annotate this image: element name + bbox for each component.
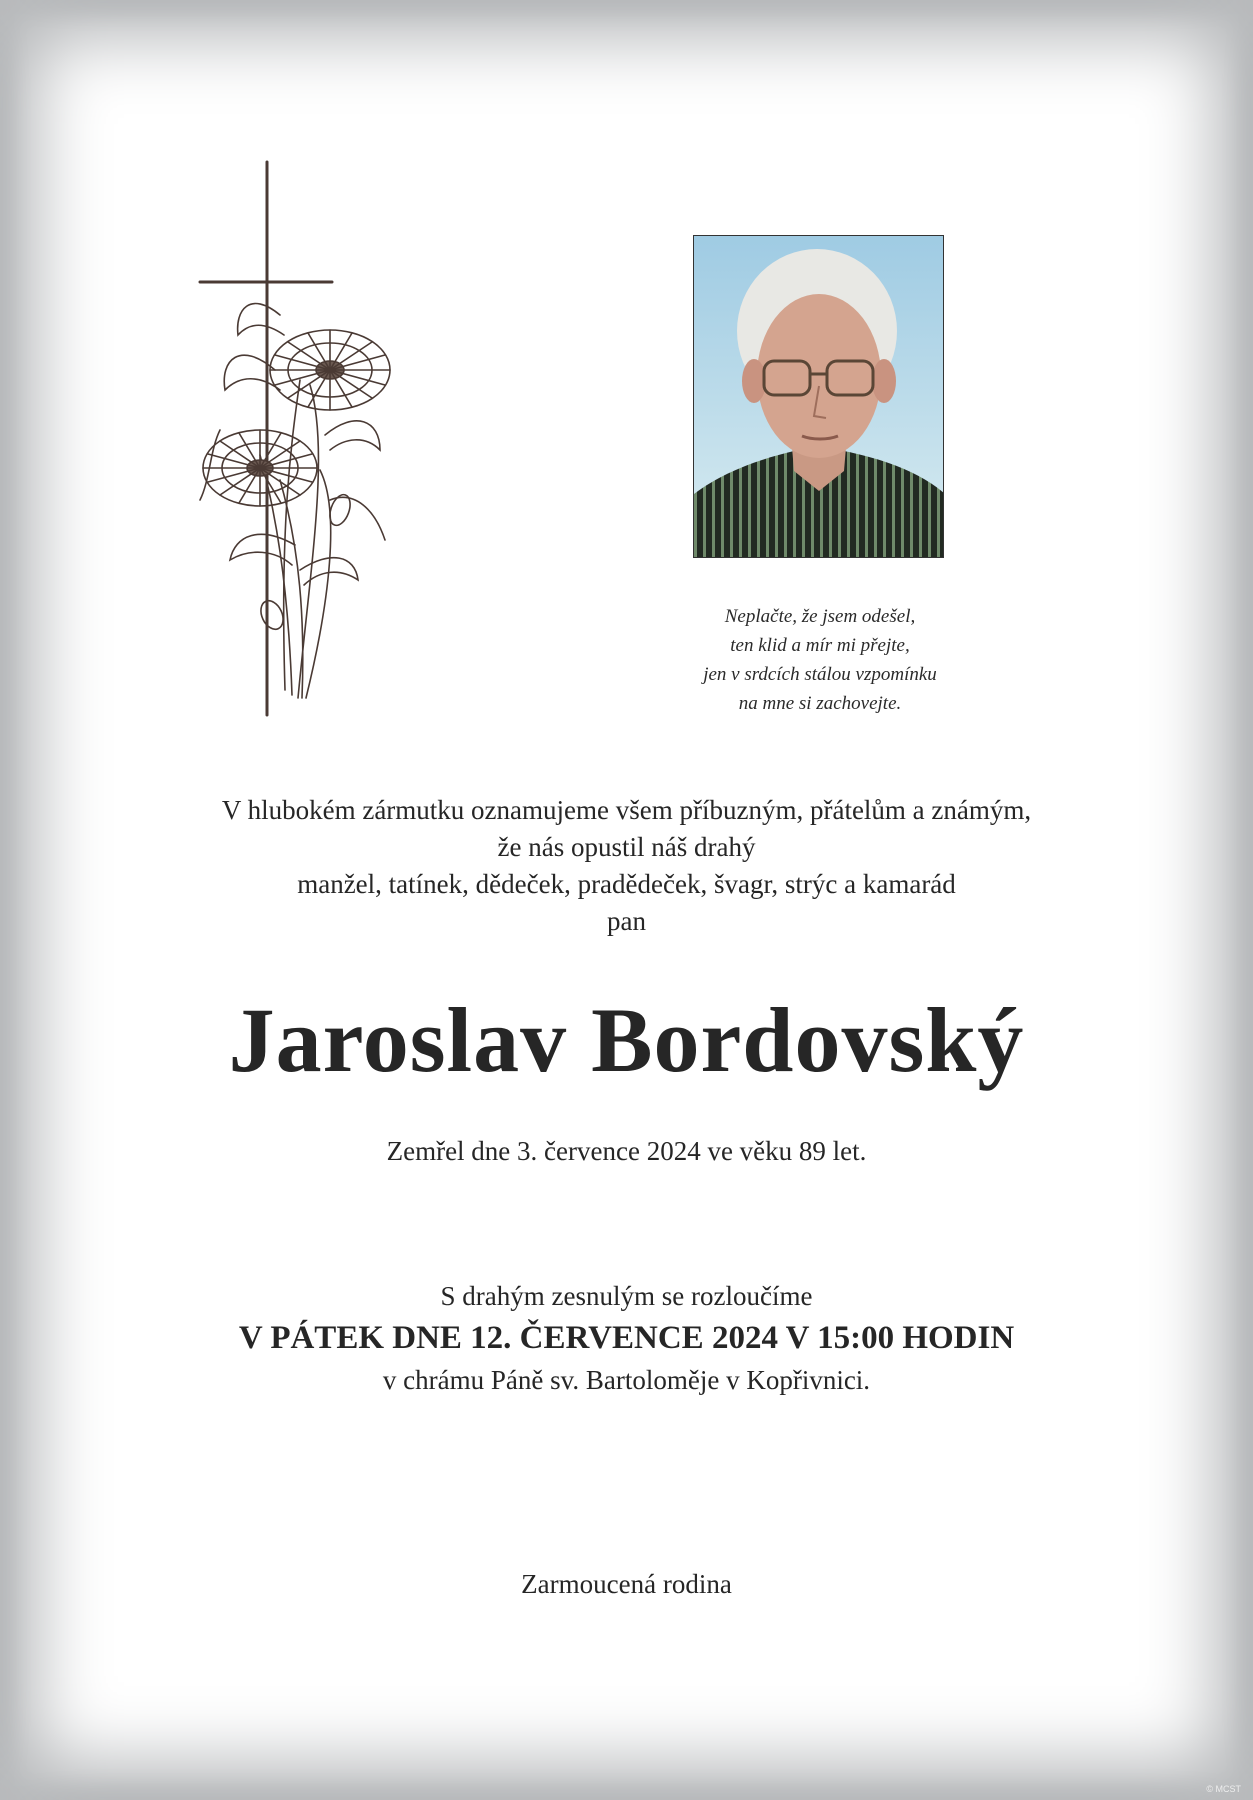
- death-info: Zemřel dne 3. července 2024 ve věku 89 let.: [386, 1136, 867, 1166]
- cross-with-flowers-icon: [180, 150, 440, 730]
- poem-line: jen v srdcích stálou vzpomínku: [703, 664, 937, 685]
- deceased-name: Jaroslav Bordovský: [228, 989, 1025, 1091]
- poem-line: Neplačte, že jsem odešel,: [724, 606, 916, 627]
- funeral-datetime: V PÁTEK DNE 12. ČERVENCE 2024 V 15:00 HODIN: [238, 1320, 1015, 1356]
- poem-line: na mne si zachovejte.: [738, 693, 902, 714]
- poem-line: ten klid a mír mi přejte,: [730, 635, 910, 656]
- watermark: © MCST: [1206, 1784, 1241, 1794]
- announcement-text: [100, 792, 1153, 940]
- announcement-line: V hlubokém zármutku oznamujeme všem příbuzným, přátelům a známým,: [221, 795, 1032, 825]
- funeral-info: [60, 1277, 1193, 1399]
- announcement-line: že nás opustil náš drahý: [497, 832, 756, 862]
- funeral-place: v chrámu Páně sv. Bartoloměje v Kopřivnici.: [382, 1365, 871, 1395]
- portrait-photo: [693, 235, 944, 558]
- announcement-line: pan: [607, 906, 646, 936]
- memorial-poem: [620, 602, 1020, 718]
- funeral-intro: S drahým zesnulým se rozloučíme: [440, 1281, 813, 1311]
- signature: Zarmoucená rodina: [521, 1569, 732, 1599]
- announcement-line: manžel, tatínek, dědeček, pradědeček, švagr, strýc a kamarád: [297, 869, 956, 899]
